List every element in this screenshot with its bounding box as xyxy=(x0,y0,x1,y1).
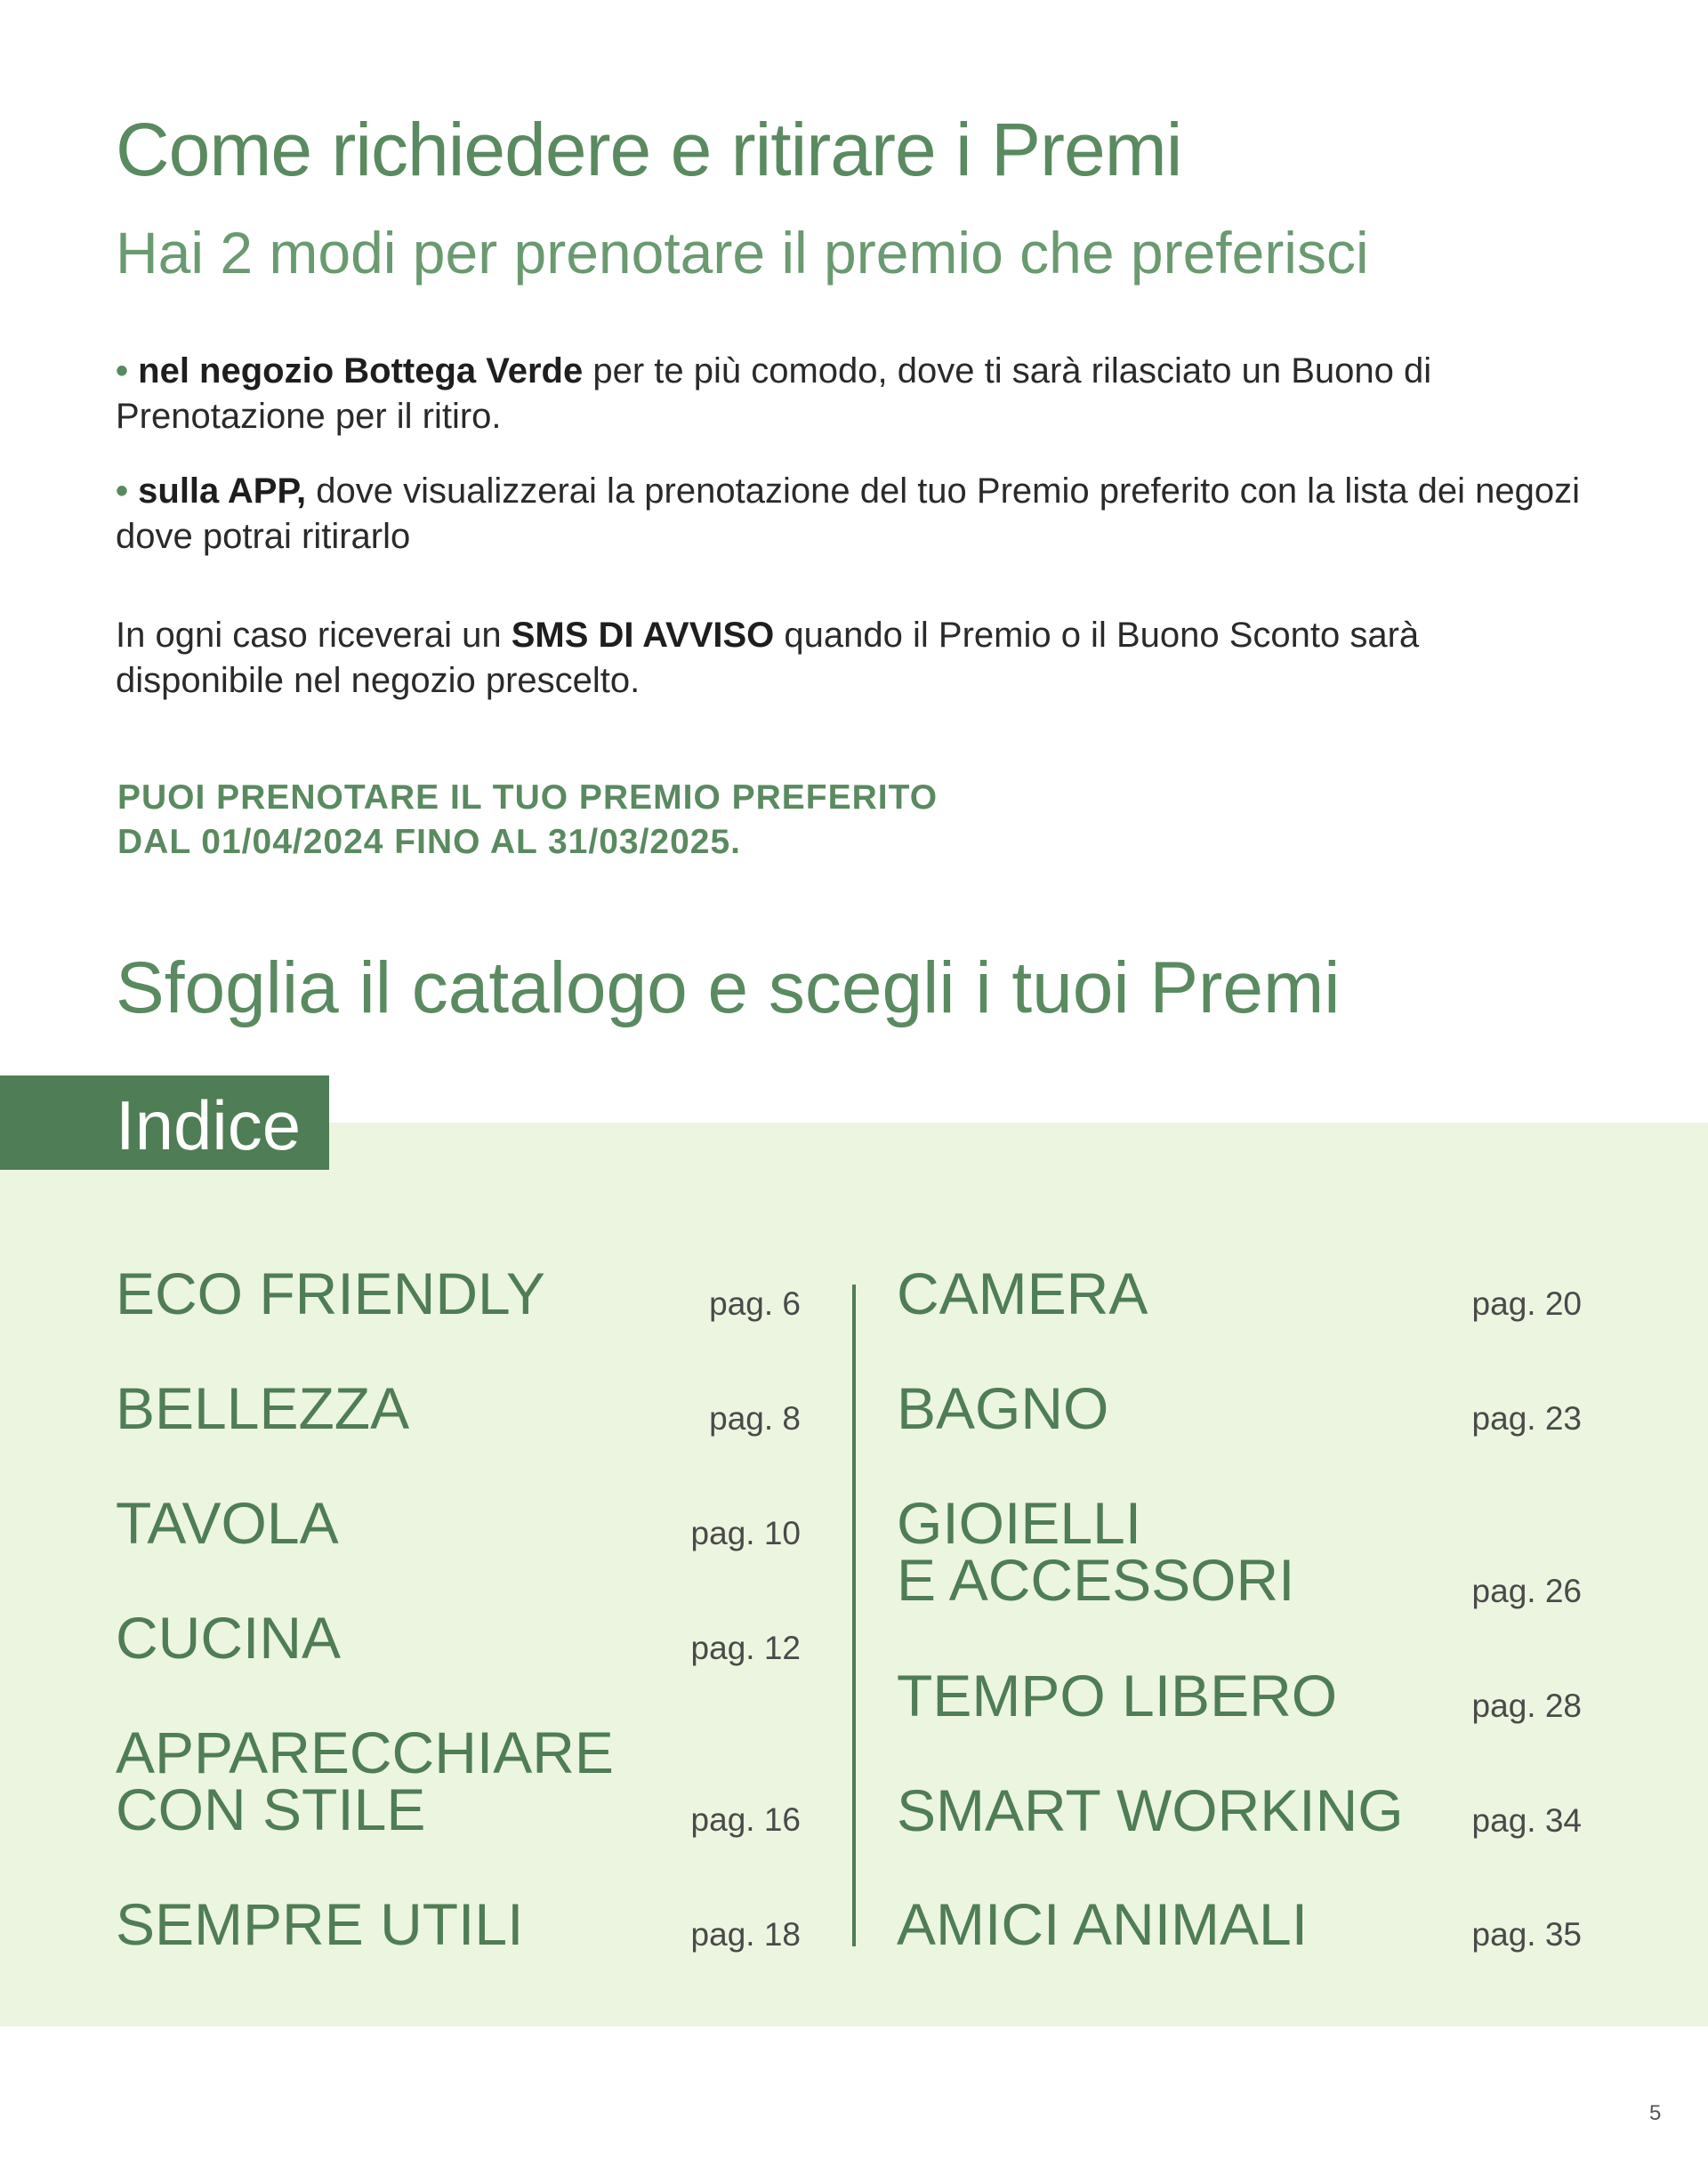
index-item-line: APPARECCHIARE xyxy=(116,1720,614,1785)
index-page-sempre-utili: pag. 18 xyxy=(690,1916,801,1953)
index-divider xyxy=(852,1285,856,1946)
index-item-line: E ACCESSORI xyxy=(897,1547,1295,1613)
option-store xyxy=(116,349,1592,439)
index-page-gioielli-e-accessori: pag. 26 xyxy=(1471,1573,1582,1609)
index-item-line: CON STILE xyxy=(116,1776,426,1842)
sms-notice-after: quando il Premio o il Buono Sconto sarà disponibile nel negozio prescelto. xyxy=(116,616,1420,700)
index-page-bellezza: pag. 8 xyxy=(709,1400,801,1437)
index-item-bellezza[interactable]: BELLEZZA xyxy=(116,1375,410,1441)
booking-period xyxy=(117,776,938,865)
catalog-title: Sfoglia il catalogo e scegli i tuoi Premi xyxy=(116,947,1341,1028)
index-item-tempo-libero[interactable]: TEMPO LIBERO xyxy=(897,1663,1338,1728)
index-page-tempo-libero: pag. 28 xyxy=(1471,1688,1582,1724)
option-app-bold: sulla APP, xyxy=(138,471,307,511)
index-page-camera: pag. 20 xyxy=(1471,1285,1582,1322)
index-item-eco-friendly[interactable]: ECO FRIENDLY xyxy=(116,1261,545,1326)
option-app xyxy=(116,469,1592,560)
index-item-amici-animali[interactable]: AMICI ANIMALI xyxy=(897,1891,1309,1957)
index-item-bagno[interactable]: BAGNO xyxy=(897,1375,1109,1441)
option-app-text: dove visualizzerai la prenotazione del tuo Premio preferito con la lista dei negozi dove potrai ritirarlo xyxy=(116,471,1581,556)
bullet-icon: • xyxy=(116,351,129,391)
index-item-smart-working[interactable]: SMART WORKING xyxy=(897,1777,1404,1843)
page-number: 5 xyxy=(1649,2101,1662,2125)
bullet-icon: • xyxy=(116,471,129,511)
index-item-gioielli-e-accessori[interactable] xyxy=(897,1490,1295,1613)
index-page-eco-friendly: pag. 6 xyxy=(709,1285,801,1322)
index-page-smart-working: pag. 34 xyxy=(1471,1802,1582,1839)
option-store-bold: nel negozio Bottega Verde xyxy=(138,351,584,391)
index-item-line: GIOIELLI xyxy=(897,1490,1142,1556)
index-item-apparecchiare-con-stile[interactable] xyxy=(116,1720,614,1842)
page-subtitle: Hai 2 modi per prenotare il premio che preferisci xyxy=(116,220,1369,286)
index-page-tavola: pag. 10 xyxy=(690,1515,801,1551)
index-page-amici-animali: pag. 35 xyxy=(1471,1916,1582,1953)
index-page-bagno: pag. 23 xyxy=(1471,1400,1582,1437)
index-item-tavola[interactable]: TAVOLA xyxy=(116,1490,339,1556)
sms-notice xyxy=(116,613,1592,704)
sms-notice-before: In ogni caso riceverai un xyxy=(116,616,512,655)
index-item-camera[interactable]: CAMERA xyxy=(897,1261,1148,1326)
index-page-cucina: pag. 12 xyxy=(690,1630,801,1666)
sms-notice-bold: SMS DI AVVISO xyxy=(511,616,775,655)
booking-period-line1: PUOI PRENOTARE IL TUO PREMIO PREFERITO xyxy=(117,778,939,817)
option-store-text: per te più comodo, dove ti sarà rilasciato un Buono di Prenotazione per il ritiro. xyxy=(116,351,1432,436)
index-item-sempre-utili[interactable]: SEMPRE UTILI xyxy=(116,1891,524,1957)
index-page-apparecchiare-con-stile: pag. 16 xyxy=(690,1801,801,1838)
page-title: Come richiedere e ritirare i Premi xyxy=(116,108,1182,191)
booking-period-line2: DAL 01/04/2024 FINO AL 31/03/2025. xyxy=(117,823,741,861)
index-item-cucina[interactable]: CUCINA xyxy=(116,1605,342,1671)
index-label: Indice xyxy=(116,1086,302,1164)
